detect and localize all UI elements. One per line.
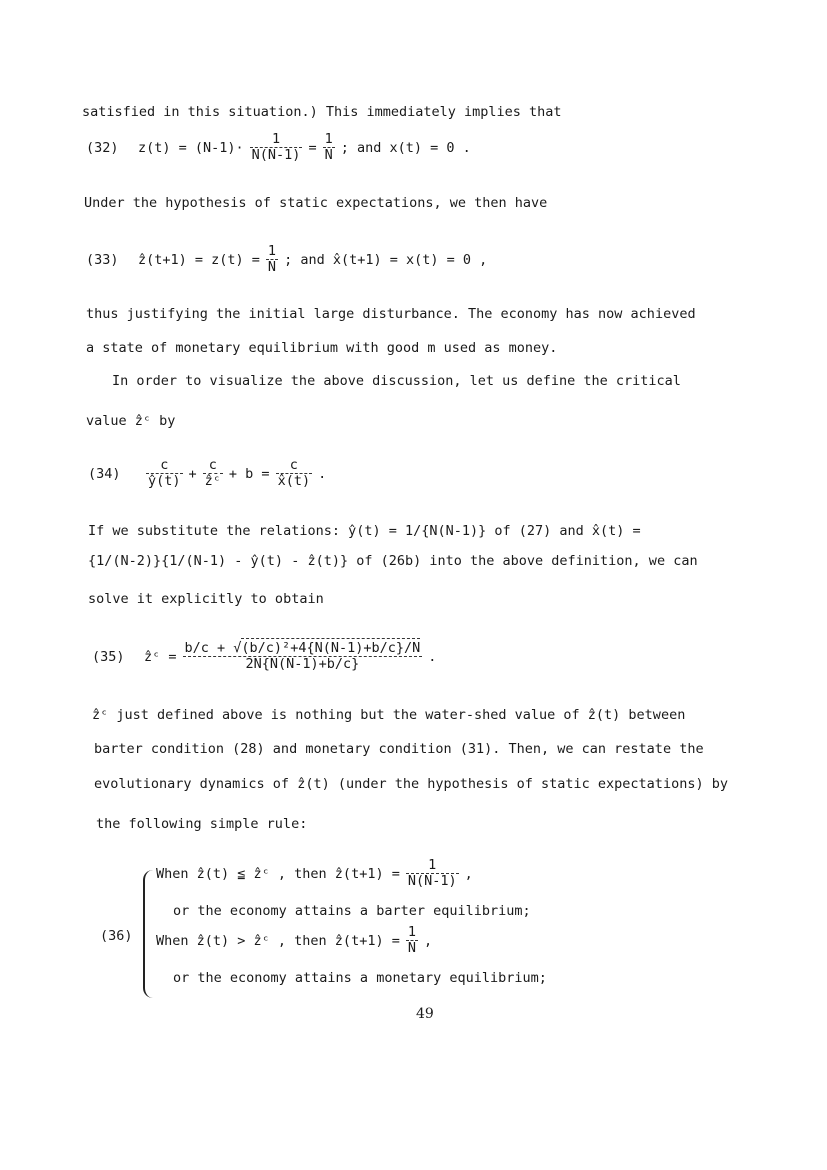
fraction-numerator: c — [276, 458, 313, 474]
equation-tail: ; and x̂(t+1) = x(t) = 0 , — [284, 251, 488, 268]
equation-tail: ; and x(t) = 0 . — [340, 139, 471, 156]
equation-32 — [86, 132, 471, 163]
text-line-satisfied: satisfied in this situation.) This immediately implies that — [82, 104, 562, 120]
text-line-solve: solve it explicitly to obtain — [88, 591, 324, 607]
fraction-denominator: ẑᶜ — [204, 473, 221, 489]
square-root-radicand: (b/c)²+4{N(N-1)+b/c}/N — [241, 640, 421, 656]
equation-number: (32) — [86, 139, 119, 156]
equation-lhs: ẑᶜ = — [144, 648, 177, 665]
text-line-follow: the following simple rule: — [96, 816, 308, 832]
case-condition: When ẑ(t) ≦ ẑᶜ , then ẑ(t+1) = — [156, 865, 400, 882]
case-monetary-note: or the economy attains a monetary equilibrium; — [173, 970, 547, 986]
text-line-value: value ẑᶜ by — [86, 413, 176, 429]
case-condition: When ẑ(t) > ẑᶜ , then ẑ(t+1) = — [156, 932, 400, 949]
fraction — [406, 925, 418, 956]
equation-35 — [92, 641, 436, 672]
equation-middle: + b = — [228, 465, 270, 482]
fraction — [146, 458, 183, 489]
text-line-zc: ẑᶜ just defined above is nothing but the water-shed value of ẑ(t) between — [92, 707, 686, 723]
case-barter-note: or the economy attains a barter equilibrium; — [173, 903, 531, 919]
fraction-numerator: 1 — [406, 858, 459, 874]
equation-number-36: (36) — [100, 928, 133, 944]
fraction-numerator — [183, 641, 423, 657]
fraction-denominator: N — [267, 259, 277, 275]
text-line-under: Under the hypothesis of static expectations, we then have — [84, 195, 548, 211]
equation-lhs: z(t) = (N-1)· — [138, 139, 244, 156]
fraction-denominator: N — [324, 147, 333, 163]
fraction — [203, 458, 223, 489]
case-tail: , — [423, 932, 433, 949]
fraction — [183, 641, 423, 672]
text-line-substitute-2: {1/(N-2)}{1/(N-1) - ŷ(t) - ẑ(t)} of (26b) into the above definition, we can — [88, 553, 698, 569]
text-line-thus: thus justifying the initial large disturbance. The economy has now achieved — [86, 306, 696, 322]
fraction — [323, 132, 335, 163]
fraction-numerator: 1 — [250, 132, 303, 148]
plus-sign: + — [188, 465, 197, 482]
equation-tail: . — [428, 648, 437, 665]
text-line-order: In order to visualize the above discussion, let us define the critical — [112, 373, 681, 389]
text-line-evolutionary: evolutionary dynamics of ẑ(t) (under the hypothesis of static expectations) by — [94, 776, 728, 792]
fraction — [276, 458, 313, 489]
equals-sign: = — [308, 139, 317, 156]
case-barter — [156, 858, 473, 889]
fraction — [266, 244, 278, 275]
equation-34 — [88, 458, 326, 489]
equation-number: (34) — [88, 465, 121, 482]
equation-lhs: ẑ(t+1) = z(t) = — [138, 251, 260, 268]
text-line-barter: barter condition (28) and monetary condition (31). Then, we can restate the — [94, 741, 704, 757]
equation-tail: . — [318, 465, 327, 482]
fraction-denominator: N(N-1) — [251, 147, 301, 163]
fraction-denominator: N — [407, 940, 416, 956]
fraction-denominator: N(N-1) — [407, 873, 457, 889]
text-line-state: a state of monetary equilibrium with good m used as money. — [86, 340, 558, 356]
fraction-numerator: 1 — [324, 131, 333, 147]
fraction-denominator: x̂(t) — [277, 473, 311, 489]
fraction-denominator: 2N{N(N-1)+b/c} — [245, 656, 360, 672]
fraction — [250, 132, 303, 163]
fraction-numerator: c — [146, 458, 183, 474]
fraction-numerator: 1 — [407, 924, 416, 940]
fraction-numerator: c — [203, 458, 223, 474]
equation-33 — [86, 244, 487, 275]
fraction-numerator: 1 — [267, 243, 277, 259]
fraction-denominator: ŷ(t) — [148, 473, 181, 489]
page-number: 49 — [416, 1006, 434, 1022]
equation-number: (35) — [92, 648, 125, 665]
fraction — [406, 858, 459, 889]
equation-number: (33) — [86, 251, 119, 268]
numerator-head: b/c + √ — [184, 640, 242, 656]
case-tail: , — [464, 865, 473, 882]
text-line-substitute: If we substitute the relations: ŷ(t) = 1/{N(N-1)} of (27) and x̂(t) = — [88, 523, 641, 539]
case-monetary — [156, 925, 432, 956]
